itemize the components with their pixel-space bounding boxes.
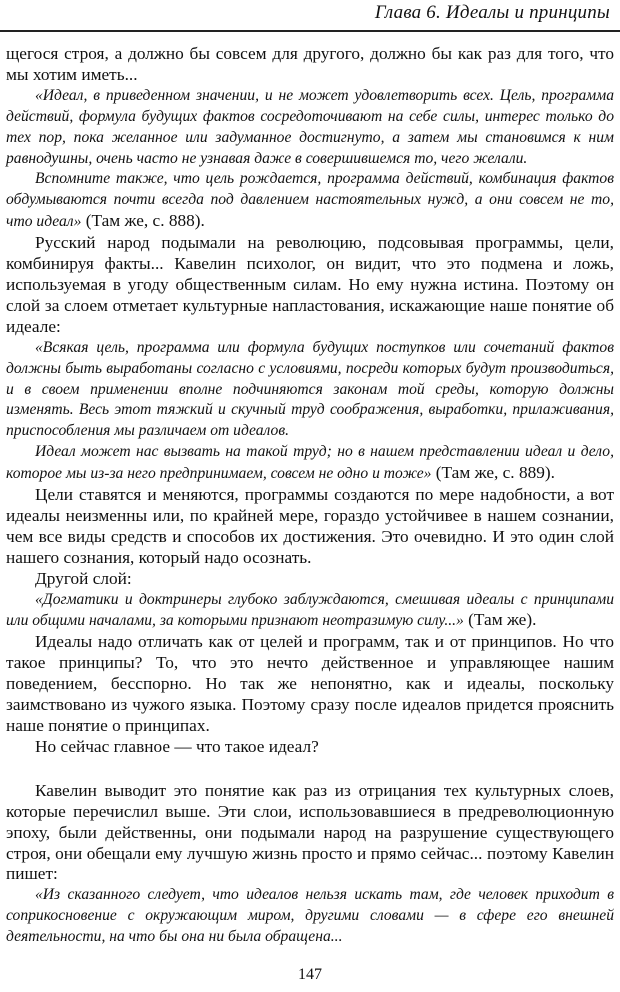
- quote-paragraph: «Догматики и доктринеры глубоко заблуждаются, смешивая идеалы с принципами или общими началами, за которыми признают неотразимую силу...» (Там же).: [6, 590, 614, 630]
- page-number: 147: [298, 966, 322, 983]
- section-gap: [6, 758, 614, 781]
- paragraph: Кавелин выводит это понятие как раз из отрицания тех культурных слоев, которые перечислил выше. Эти слои, использовавшиеся в предреволюционную эпоху, были действенны, они подымали народ на разрушение существующего строя, они обещали ему лучшую жизнь просто и прямо сейчас... поэтому Кавелин пишет:: [6, 780, 614, 884]
- quote-paragraph: «Из сказанного следует, что идеалов нельзя искать там, где человек приходит в соприкосновение с окружающим миром, другими словами — в сфере его внешней деятельности, на что бы она ни была обращена...: [6, 886, 614, 946]
- paragraph: щегося строя, а должно бы совсем для другого, должно бы как раз для того, что мы хотим иметь...: [6, 44, 614, 84]
- quote-paragraph: Вспомните также, что цель рождается, программа действий, комбинация фактов обдумываются почти всегда под давлением настоятельных нужд, а они совсем не то, что идеал» (Там же, с. 888).: [6, 170, 614, 231]
- paragraph: Цели ставятся и меняются, программы создаются по мере надобности, а вот идеалы неизменны или, по крайней мере, гораздо устойчивее в нашем сознании, чем все виды средств и способов их достижения. Это очевидно. И это один слой нашего сознания, который надо осознать.: [6, 485, 614, 567]
- quote-paragraph: Идеал может нас вызвать на такой труд; но в нашем представлении идеал и дело, которое мы из-за него предпринимаем, совсем не одно и тоже» (Там же, с. 889).: [6, 443, 614, 483]
- citation: (Там же).: [463, 610, 537, 630]
- paragraph: Но сейчас главное — что такое идеал?: [35, 736, 319, 756]
- citation: (Там же, с. 889).: [431, 463, 555, 483]
- quote-paragraph: «Всякая цель, программа или формула будущих поступков или сочетаний фактов должны быть выработаны согласно с условиями, посреди которых будут производиться, и в своем применении вполне подчиняются законам той среды, которую должны изменять. Весь этот тяжкий и скучный труд соображения, выработки, прилаживания, приспособления мы различаем от идеалов.: [6, 338, 614, 440]
- paragraph: Русский народ подымали на революцию, подсовывая программы, цели, комбинируя факты... Кавелин психолог, он видит, что это подмена и ложь, используемая в угоду общественным силам. Но ему нужна истина. Поэтому он слой за слоем отметает культурные напластования, искажающие наше понятие об идеале:: [6, 233, 614, 336]
- citation: (Там же, с. 888).: [81, 211, 205, 231]
- paragraph: Другой слой:: [35, 568, 132, 588]
- paragraph: Идеалы надо отличать как от целей и программ, так и от принципов. Но что такое принципы? То, что это нечто действенное и управляющее нашим поведением, бесспорно. Но так же непонятно, как и идеалы, поскольку заимствовано из чужого языка. Поэтому сразу после идеалов придется прояснить наше понятие о принципах.: [6, 632, 614, 735]
- page-body: [6, 44, 614, 948]
- running-header: Глава 6. Идеалы и принципы: [374, 2, 610, 23]
- quote-paragraph: «Идеал, в приведенном значении, и не может удовлетворить всех. Цель, программа действий, формула будущих фактов сосредоточивают на себе силы, интерес только до тех пор, пока желанное или задуманное достигнуто, а затем мы становимся к ним равнодушны, очень часто не узнавая даже в совершившемся то, чего желали.: [6, 86, 614, 167]
- header-rule: [0, 30, 620, 32]
